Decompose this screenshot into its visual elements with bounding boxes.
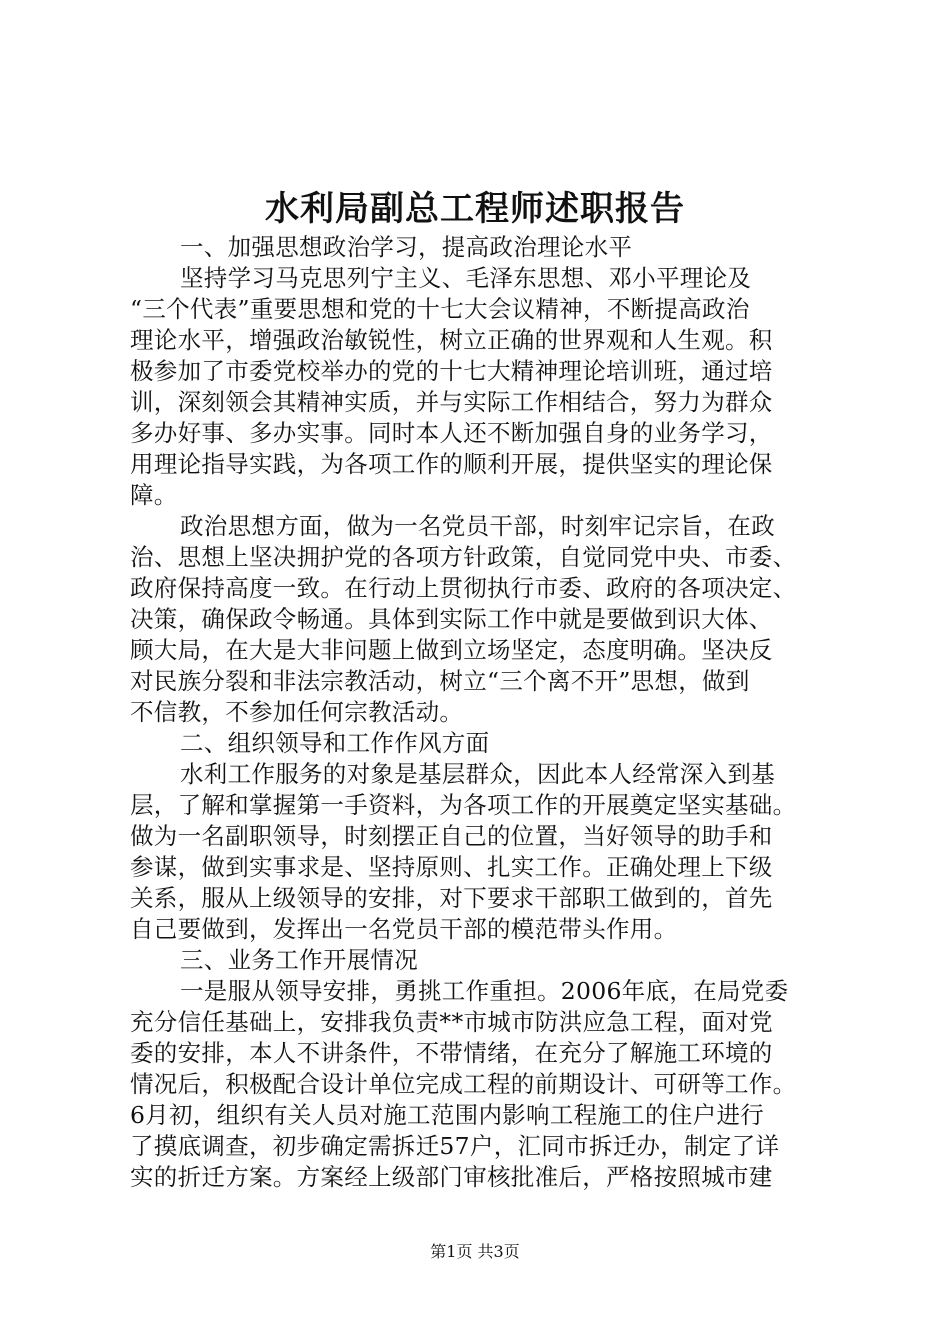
paragraph-line: 了摸底调查，初步确定需拆迁57户，汇同市拆迁办，制定了详: [130, 1132, 780, 1160]
paragraph-line: 对民族分裂和非法宗教活动，树立“三个离不开”思想，做到: [130, 667, 750, 695]
paragraph-line: 政治思想方面，做为一名党员干部，时刻牢记宗旨，在政: [180, 512, 775, 540]
paragraph-line: 关系，服从上级领导的安排，对下要求干部职工做到的，首先: [130, 884, 773, 912]
paragraph-line: 层，了解和掌握第一手资料，为各项工作的开展奠定坚实基础。: [130, 791, 797, 819]
section-heading-2: 二、组织领导和工作作风方面: [180, 729, 490, 757]
paragraph-line: 情况后，积极配合设计单位完成工程的前期设计、可研等工作。: [130, 1070, 797, 1098]
paragraph-line: 委的安排，本人不讲条件，不带情绪，在充分了解施工环境的: [130, 1039, 773, 1067]
paragraph-line: “三个代表”重要思想和党的十七大会议精神，不断提高政治: [130, 295, 750, 323]
paragraph-line: 自己要做到，发挥出一名党员干部的模范带头作用。: [130, 915, 678, 943]
paragraph-line: 实的折迁方案。方案经上级部门审核批准后，严格按照城市建: [130, 1163, 773, 1191]
paragraph-line: 6月初，组织有关人员对施工范围内影响工程施工的住户进行: [130, 1101, 765, 1129]
page-number-footer: 第1页 共3页: [430, 1242, 520, 1261]
paragraph-line: 政府保持高度一致。在行动上贯彻执行市委、政府的各项决定、: [130, 574, 797, 602]
paragraph-line: 一是服从领导安排，勇挑工作重担。2006年底，在局党委: [180, 977, 789, 1005]
paragraph-line: 理论水平，增强政治敏锐性，树立正确的世界观和人生观。积: [130, 326, 773, 354]
document-body: [130, 232, 834, 1193]
paragraph-line: 做为一名副职领导，时刻摆正自己的位置，当好领导的助手和: [130, 822, 773, 850]
paragraph-line: 充分信任基础上，安排我负责**市城市防洪应急工程，面对党: [130, 1008, 773, 1036]
paragraph-line: 多办好事、多办实事。同时本人还不断加强自身的业务学习，: [130, 419, 773, 447]
paragraph-line: 障。: [130, 481, 178, 509]
paragraph-line: 训，深刻领会其精神实质，并与实际工作相结合，努力为群众: [130, 388, 773, 416]
section-heading-1: 一、加强思想政治学习，提高政治理论水平: [180, 233, 633, 261]
paragraph-line: 坚持学习马克思列宁主义、毛泽东思想、邓小平理论及: [180, 264, 752, 292]
paragraph-line: 参谋，做到实事求是、坚持原则、扎实工作。正确处理上下级: [130, 853, 773, 881]
paragraph-line: 顾大局，在大是大非问题上做到立场坚定，态度明确。坚决反: [130, 636, 773, 664]
document-title: 水利局副总工程师述职报告: [265, 189, 685, 229]
paragraph-line: 治、思想上坚决拥护党的各项方针政策，自觉同党中央、市委、: [130, 543, 797, 571]
paragraph-line: 不信教，不参加任何宗教活动。: [130, 698, 464, 726]
paragraph-line: 极参加了市委党校举办的党的十七大精神理论培训班，通过培: [130, 357, 773, 385]
section-heading-3: 三、业务工作开展情况: [180, 946, 418, 974]
paragraph-line: 水利工作服务的对象是基层群众，因此本人经常深入到基: [180, 760, 775, 788]
paragraph-line: 决策，确保政令畅通。具体到实际工作中就是要做到识大体、: [130, 605, 773, 633]
paragraph-line: 用理论指导实践，为各项工作的顺利开展，提供坚实的理论保: [130, 450, 773, 478]
